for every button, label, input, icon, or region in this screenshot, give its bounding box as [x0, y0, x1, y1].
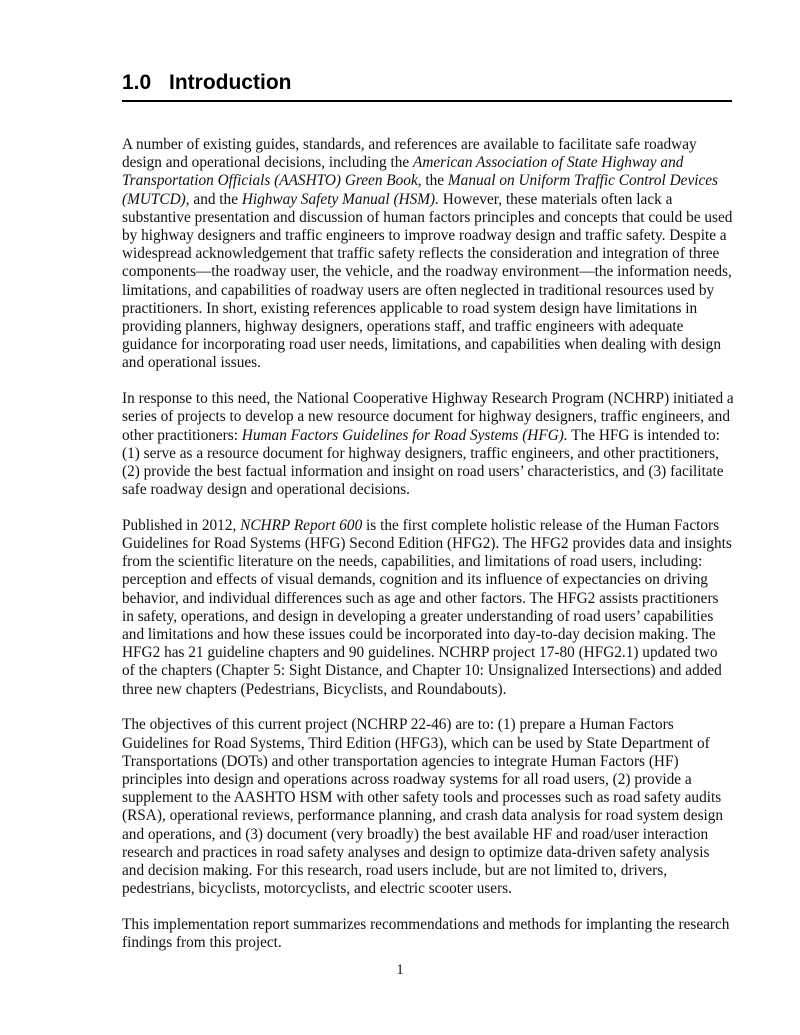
body-text: [122, 136, 734, 970]
paragraph: [122, 517, 734, 699]
italic-title-text: Highway Safety Manual (HSM).: [241, 190, 439, 208]
paragraph-text: The objectives of this current project (NCHRP 22-46) are to: (1) prepare a Human Factors Guidelines for Road Systems, Third Edition (HFG3), which can be used by State Department of Transportations (DOTs) and other transportation agencies to integrate Human Factors (HF) principles into design and operations across roadway systems for all road users, (2) provide a supplement to the AASHTO HSM with other safety tools and processes such as road safety audits (RSA), operational reviews, performance planning, and crash data analysis for road system design and operations, and (3) document (very broadly) the best available HF and road/user interaction research and practices in road safety analyses and design to optimize data-driven safety analysis and decision making. For this research, road users include, but are not limited to, drivers, pedestrians, bicyclists, motorcyclists, and electric scooter users.: [122, 716, 724, 898]
section-number: 1.0: [122, 71, 152, 94]
section-title: Introduction: [169, 71, 292, 94]
paragraph: [122, 390, 734, 499]
paragraph-text: , and the: [185, 190, 242, 208]
paragraph-text: However, these materials often lack a substantive presentation and discussion of human factors principles and concepts that could be used by highway designers and traffic engineers to improve roadway design and traffic safety. Despite a widespread acknowledgement that traffic safety reflects the consideration and integration of three components—the roadway user, the vehicle, and the roadway environment—the information needs, limitations, and capabilities of roadway users are often neglected in traditional resources used by practitioners. In short, existing references applicable to road system design have limitations in providing planners, highway designers, operations staff, and traffic engineers with adequate guidance for incorporating road user needs, limitations, and capabilities when dealing with design and operational issues.: [122, 190, 733, 372]
paragraph-text: Published in 2012,: [122, 516, 241, 534]
paragraph-text: This implementation report summarizes recommendations and methods for implanting the research findings from this project.: [122, 915, 730, 952]
paragraph-text: In response to this need, the National Cooperative Highway Research Program (NCHRP) initiated a series of projects to develop a new resource document for highway designers, traffic engineers, and other practitioners:: [122, 390, 734, 444]
paragraph-text: The HFG is intended to: (1) serve as a resource document for highway designers, traffic engineers, and other practitioners, (2) provide the best factual information and insight on road users’ characteristics, and (3) facilitate safe roadway design and operational decisions.: [122, 426, 724, 499]
paragraph-text: A number of existing guides, standards, and references are available to facilitate safe roadway design and operational decisions, including the: [122, 136, 697, 172]
paragraph-text: is the first complete holistic release of the Human Factors Guidelines for Road Systems (HFG) Second Edition (HFG2). The HFG2 provides data and insights from the scientific literature on the needs, capabilities, and limitations of road users, including: perception and effects of visual demands, cognition and its influence of expectancies on driving behavior, and individual differences such as age and other factors. The HFG2 assists practitioners in safety, operations, and design in developing a greater understanding of road users’ capabilities and limitations and how these issues could be incorporated into day-to-day decision making. The HFG2 has 21 guideline chapters and 90 guidelines. NCHRP project 17-80 (HFG2.1) updated two of the chapters (Chapter 5: Sight Distance, and Chapter 10: Unsignalized Intersections) and added three new chapters (Pedestrians, Bicyclists, and Roundabouts).: [122, 516, 732, 698]
italic-title-text: Manual on Uniform Traffic Control Devices (MUTCD): [122, 172, 719, 208]
paragraph: [122, 716, 734, 898]
italic-title-text: Human Factors Guidelines for Road Systems (HFG).: [241, 426, 568, 444]
section-heading: [122, 70, 732, 102]
paragraph: [122, 916, 734, 952]
page-number: 1: [396, 962, 404, 978]
italic-title-text: American Association of State Highway and Transportation Officials (AASHTO) Green Book: [122, 154, 684, 190]
paragraph-text: , the: [417, 172, 448, 190]
paragraph: [122, 136, 734, 373]
italic-title-text: NCHRP Report 600: [240, 516, 363, 534]
